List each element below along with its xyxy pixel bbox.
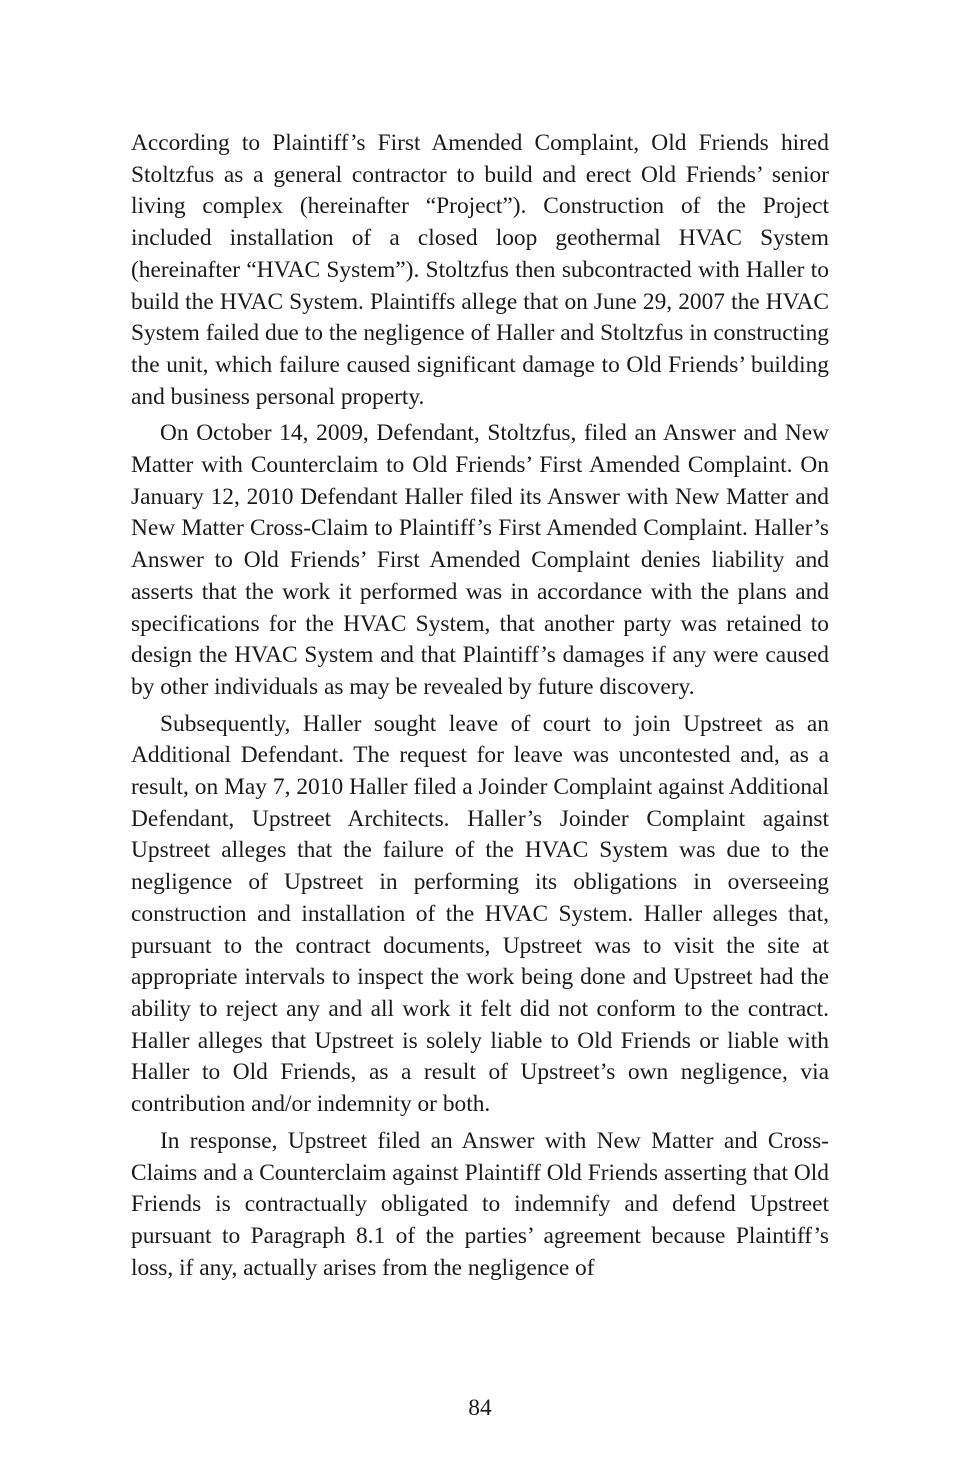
- paragraph-background: According to Plaintiff’s First Amended Complaint, Old Friends hired Stoltzfus as a general contractor to build and erect Old Friends’ senior living complex (hereinafter “Project”). Construction of the Project included installation of a closed loop geothermal HVAC System (hereinafter “HVAC System”). Stoltzfus then subcontracted with Haller to build the HVAC System. Plaintiffs allege that on June 29, 2007 the HVAC System failed due to the negligence of Haller and Stoltzfus in constructing the unit, which failure caused significant damage to Old Friends’ building and business personal property.: [131, 130, 829, 410]
- page-number: 84: [468, 1395, 492, 1421]
- paragraph-upstreet-response: In response, Upstreet filed an Answer with New Matter and Cross-Claims and a Counterclaim against Plaintiff Old Friends asserting that Old Friends is contractually obligated to indemnify and defend Upstreet pursuant to Paragraph 8.1 of the parties’ agreement because Plaintiff’s loss, if any, actually arises from the negligence of: [131, 1127, 829, 1281]
- paragraph-answers-filed: On October 14, 2009, Defendant, Stoltzfus, filed an Answer and New Matter with Counterclaim to Old Friends’ First Amended Complaint. On January 12, 2010 Defendant Haller filed its Answer with New Matter and New Matter Cross-Claim to Plaintiff’s First Amended Complaint. Haller’s Answer to Old Friends’ First Amended Complaint denies liability and asserts that the work it performed was in accordance with the plans and specifications for the HVAC System, that another party was retained to design the HVAC System and that Plaintiff’s damages if any were caused by other individuals as may be revealed by future discovery.: [131, 420, 829, 700]
- paragraph-joinder-complaint: Subsequently, Haller sought leave of court to join Upstreet as an Additional Defendant. The request for leave was uncontested and, as a result, on May 7, 2010 Haller filed a Joinder Complaint against Additional Defendant, Upstreet Architects. Haller’s Joinder Complaint against Upstreet alleges that the failure of the HVAC System was due to the negligence of Upstreet in performing its obligations in overseeing construction and installation of the HVAC System. Haller alleges that, pursuant to the contract documents, Upstreet was to visit the site at appropriate intervals to inspect the work being done and Upstreet had the ability to reject any and all work it felt did not conform to the contract. Haller alleges that Upstreet is solely liable to Old Friends or liable with Haller to Old Friends, as a result of Upstreet’s own negligence, via contribution and/or indemnity or both.: [131, 710, 829, 1118]
- document-body: [131, 128, 829, 1289]
